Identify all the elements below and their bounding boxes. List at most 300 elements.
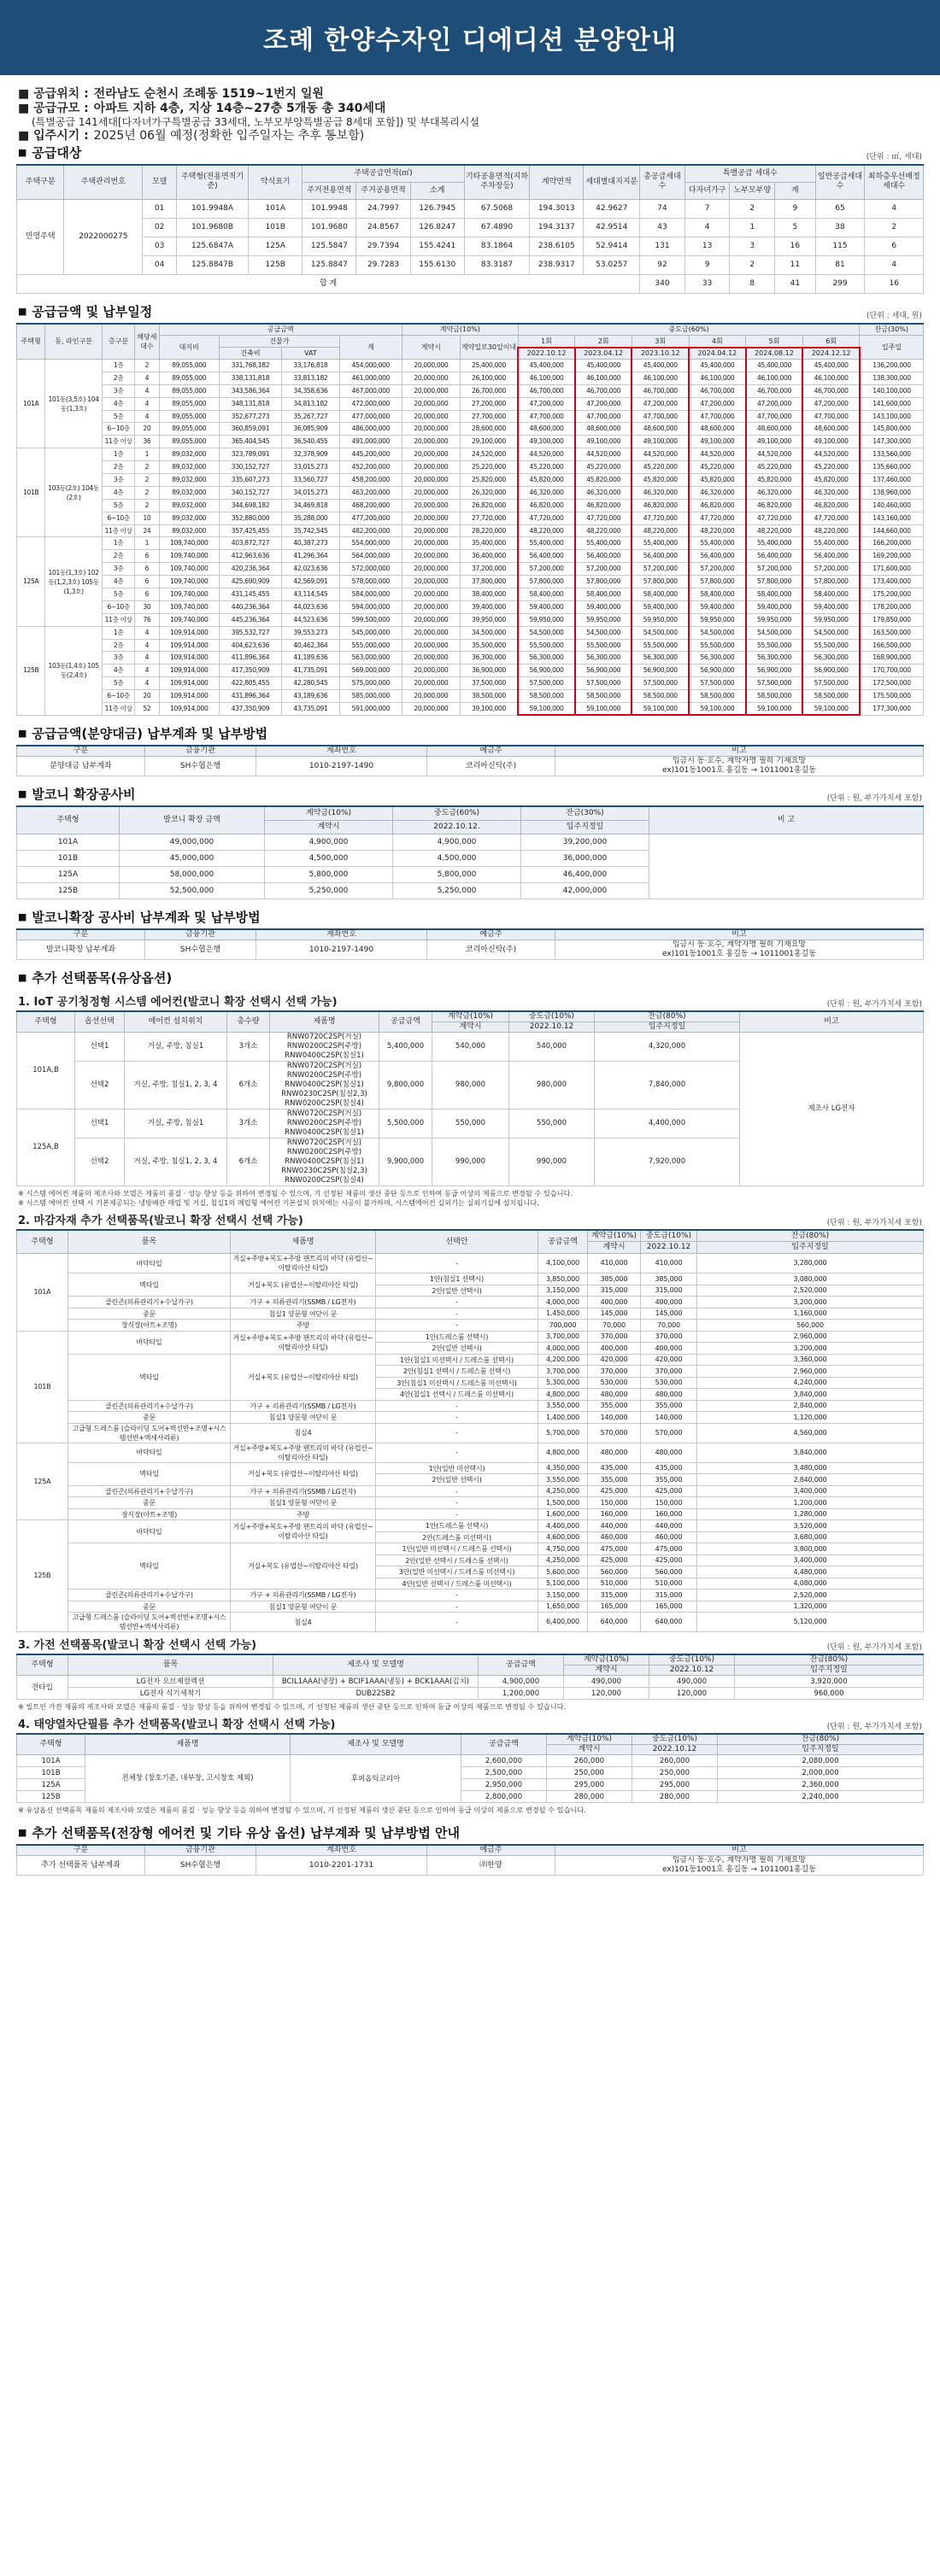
finish-product-cell: 거실+주방+복도+주방 팬트리의 바닥 (유럽산~이탈리아산 타일) [231,1254,376,1273]
col-contract-area: 계약면적 [530,165,584,199]
payment-cell: 57,200,000 [802,563,860,576]
payment-cell: 42,569,091 [281,576,339,588]
finish-product-cell: 가구 + 의류관리기(SSMB / LG전자) [231,1485,376,1497]
col-oacct-holder: 예금주 [427,1845,555,1856]
finish-product-cell: 거실+복도 (유럽산~이탈리아산 타일) [231,1273,376,1297]
payment-row [17,423,924,436]
finish-cell: 640,000 [588,1613,641,1632]
bank-holder: 코리아신탁(주) [427,757,555,776]
finish-cell: 140,000 [641,1412,697,1424]
iot-loc-cell: 거실, 주방, 침실1 [125,1109,227,1138]
payment-row [17,410,924,423]
iot-qty-cell: 6개소 [227,1138,270,1186]
finish-cell: 2,840,000 [697,1400,924,1412]
payment-cell: 47,200,000 [575,397,632,410]
col-balcony-mid-sub: 2022.10.12. [393,820,521,834]
col-mid-round-2: 2회 [575,336,632,348]
payment-cell: 26,700,000 [460,384,518,397]
iot-bal-cell: 4,400,000 [595,1109,740,1138]
payment-cell: 6~10층 [102,690,134,703]
iot-qty-cell: 3개소 [227,1032,270,1061]
payment-cell: 1층 [102,537,134,550]
payment-cell: 46,820,000 [575,499,632,512]
payment-cell: 1 [135,537,159,550]
finish-cell: 3,700,000 [538,1331,588,1343]
appliance-type-cell: 전타입 [17,1676,68,1700]
payment-cell: 89,055,000 [159,436,219,448]
iot-aircon-table [16,1010,924,1186]
payment-cell: 59,400,000 [689,600,746,613]
iot-product-cell: RNW0720C2SP(거실) RNW0200C2SP(주방) RNW0400C2SP(침실1) [270,1109,379,1138]
payment-row [17,600,924,613]
iot-dep-cell: 990,000 [432,1138,509,1186]
supply-title: ■ 공급대상 [18,143,81,161]
payment-cell: 59,950,000 [689,613,746,626]
payment-cell: 46,700,000 [518,384,575,397]
payment-cell: 45,820,000 [575,474,632,487]
finish-cell: 1,280,000 [697,1508,924,1520]
payment-cell: 6 [135,576,159,588]
finish-cell: 2안(일반 선택시 / 드레스룸 선택시) [376,1554,538,1566]
payment-row [17,613,924,626]
finish-cell: 3,480,000 [697,1462,924,1474]
bacct-kind: 발코니확장 납부계좌 [17,940,145,959]
payment-cell: 32,378,909 [281,448,339,461]
payment-cell: 403,872,727 [219,537,281,550]
payment-cell: 46,100,000 [746,372,803,384]
payment-cell: 425,690,909 [219,576,281,588]
payment-cell: 11층 이상 [102,703,134,716]
payment-cell: 43,114,545 [281,588,339,601]
payment-cell: 4 [135,652,159,664]
finish-cell: - [376,1443,538,1462]
finish-item-cell: 바닥타일 [68,1254,231,1273]
payment-cell: 4 [135,626,159,639]
supply-land-cell: 42.9627 [584,199,640,218]
finish-cell: 355,000 [641,1400,697,1412]
payment-cell: 352,880,000 [219,512,281,524]
payment-cell: 46,320,000 [518,486,575,499]
finish-row [17,1423,924,1443]
payment-cell: 39,553,273 [281,626,339,639]
payment-cell: 38,400,000 [460,588,518,601]
payment-cell: 59,400,000 [575,600,632,613]
payment-cell: 45,400,000 [632,360,689,372]
payment-cell: 46,700,000 [746,384,803,397]
payment-cell: 144,660,000 [860,524,924,537]
col-balcony-note: 비 고 [649,806,924,834]
col-bank-name: 금융기관 [145,746,256,757]
payment-cell: 545,000,000 [339,626,402,639]
balcony-cell: 5,800,000 [393,866,521,882]
payment-cell: 109,914,000 [159,664,219,677]
payment-cell: 34,358,636 [281,384,339,397]
payment-cell: 37,500,000 [460,677,518,690]
finish-cell: 4,800,000 [538,1443,588,1462]
col-finish-mid: 중도금(10%) [641,1230,697,1242]
finish-cell: 3,850,000 [538,1273,588,1285]
col-move-in: 입주일 [860,336,924,360]
iot-mid-cell: 540,000 [509,1032,595,1061]
finish-item-cell: 클린존(의류관리기+수납가구) [68,1485,231,1497]
payment-cell: 48,600,000 [518,423,575,436]
payment-cell: 20,000,000 [402,448,460,461]
col-heat-price: 공급금액 [461,1734,547,1755]
payment-cell: 33,813,182 [281,372,339,384]
payment-cell: 28,600,000 [460,423,518,436]
payment-cell: 34,015,273 [281,486,339,499]
payment-cell: 57,200,000 [575,563,632,576]
payment-cell: 25,400,000 [460,360,518,372]
supply-sp-cell: 11 [775,255,815,274]
supply-total-cell: 131 [640,237,685,255]
balcony-unit: (단위 : 원, 부가가치세 포함) [826,794,922,804]
payment-cell: 20,000,000 [402,703,460,716]
finish-cell: 4안(일반 선택시 / 드레스룸 미선택시) [376,1578,538,1590]
payment-cell: 57,200,000 [689,563,746,576]
payment-cell: 44,520,000 [632,448,689,461]
iot-type-cell: 101A,B [17,1032,75,1109]
payment-cell: 41,735,091 [281,664,339,677]
col-heat-mid: 중도금(10%) [632,1734,718,1745]
heat-cell: 2,000,000 [718,1767,924,1779]
finish-cell: - [376,1497,538,1509]
col-bldg-cost: 건축비 [219,348,281,360]
appliance-cell: 120,000 [564,1688,649,1700]
balcony-cell: 101A [17,834,120,850]
payment-cell: 344,698,182 [219,499,281,512]
bank-name: SH수협은행 [145,757,256,776]
finish-product-cell: 가구 + 의류관리기(SSMB / LG전자) [231,1590,376,1601]
bacct-note [555,940,924,959]
finish-cell: 145,000 [641,1308,697,1320]
col-finish-balance: 잔금(80%) [697,1230,924,1242]
finish-cell: 385,000 [588,1273,641,1285]
payment-cell: 5층 [102,588,134,601]
supply-contract-cell: 238.9317 [530,255,584,274]
payment-cell: 48,600,000 [575,423,632,436]
payment-cell: 352,677,273 [219,410,281,423]
payment-cell: 6 [135,550,159,563]
payment-cell: 55,500,000 [689,639,746,652]
col-bacct-bank: 금융기관 [145,929,256,940]
payment-cell: 48,220,000 [518,524,575,537]
payment-cell: 43,735,091 [281,703,339,716]
payment-cell: 89,032,000 [159,486,219,499]
bank-kind: 분양대금 납부계좌 [17,757,145,776]
payment-cell: 33,176,818 [281,360,339,372]
iot-unit: (단위 : 원, 부가가치세 포함) [826,999,922,1009]
payment-cell: 48,600,000 [632,423,689,436]
finish-cell: 5,300,000 [538,1377,588,1389]
col-iot-product: 제품명 [270,1011,379,1033]
payment-cell: 468,200,000 [339,499,402,512]
col-model: 모델 [143,165,176,199]
finish-cell: - [376,1508,538,1520]
finish-cell: 370,000 [588,1331,641,1343]
appliance-cell: DUB22SB2 [273,1688,479,1700]
payment-cell: 30 [135,600,159,613]
payment-cell: 56,900,000 [746,664,803,677]
payment-row [17,474,924,487]
finish-cell: - [376,1320,538,1332]
heat-cell: 2,600,000 [461,1755,547,1767]
finish-type-cell: 125A [17,1443,68,1520]
payment-cell: 57,800,000 [802,576,860,588]
appliance-cell: 3,920,000 [735,1676,924,1688]
finish-cell: 700,000 [538,1320,588,1332]
payment-cell: 56,900,000 [802,664,860,677]
payment-cell: 109,740,000 [159,537,219,550]
payment-cell: 58,400,000 [575,588,632,601]
appliance-cell: 4,900,000 [479,1676,564,1688]
col-dong: 동, 라인구분 [45,324,103,360]
finish-row [17,1590,924,1601]
move-in-label: ■ 입주시기 : [18,129,89,143]
balcony-cell: 46,400,000 [521,866,649,882]
finish-item-cell: 벽타일 [68,1354,231,1400]
finish-cell: 4,480,000 [697,1566,924,1578]
col-iot-deposit: 계약금(10%) [432,1011,509,1022]
payment-cell: 44,520,000 [746,448,803,461]
heat-maker-cell: 후퍼옵틱코리아 [291,1755,461,1803]
payment-cell: 20,000,000 [402,461,460,474]
col-finish-type: 주택형 [17,1230,68,1254]
move-in-value: 2025년 06월 예정(정확한 입주일자는 추후 통보함) [93,129,365,143]
payment-cell: 55,400,000 [746,537,803,550]
balcony-cell: 4,900,000 [393,834,521,850]
payment-row [17,576,924,588]
payment-cell: 89,055,000 [159,423,219,436]
payment-cell: 578,000,000 [339,576,402,588]
payment-cell: 564,000,000 [339,550,402,563]
supply-sub-cell: 155.6130 [410,255,464,274]
payment-cell: 10 [135,512,159,524]
finish-row [17,1543,924,1555]
payment-cell: 57,800,000 [632,576,689,588]
finish-cell: 475,000 [641,1543,697,1555]
payment-dong-cell: 101동(3,5호) 104동(1,3호) [45,360,103,448]
appliance-cell: 1,200,000 [479,1688,564,1700]
options-section [16,965,924,1816]
payment-cell: 46,320,000 [746,486,803,499]
payment-cell: 24,520,000 [460,448,518,461]
payment-cell: 37,800,000 [460,576,518,588]
balcony-cell: 52,500,000 [120,882,265,899]
balcony-cell: 4,500,000 [265,850,393,866]
finish-row [17,1273,924,1285]
finish-item-cell: 중문 [68,1412,231,1424]
finish-cell: 400,000 [641,1343,697,1355]
finish-cell: 4,000,000 [538,1297,588,1308]
iot-bal-cell: 4,320,000 [595,1032,740,1061]
payment-row [17,588,924,601]
payment-cell: 56,300,000 [575,652,632,664]
finish-cell: 410,000 [588,1254,641,1273]
appliance-row [17,1688,924,1700]
payment-cell: 59,400,000 [746,600,803,613]
supply-other-cell: 83.3187 [464,255,529,274]
payment-cell: 48,600,000 [689,423,746,436]
payment-cell: 4 [135,410,159,423]
finish-row [17,1443,924,1462]
payment-cell: 45,820,000 [802,474,860,487]
finish-item-cell: 고급형 드레스룸 (슬라이딩 도어+벽선반+조명+시스템선반+엑세사리류) [68,1613,231,1632]
payment-table [16,323,924,717]
heat-cell: 295,000 [547,1779,632,1791]
payment-cell: 59,100,000 [802,703,860,716]
payment-cell: 5층 [102,410,134,423]
payment-cell: 46,100,000 [575,372,632,384]
finish-product-cell: 침실1 양문형 여닫이 문 [231,1412,376,1424]
payment-cell: 59,100,000 [689,703,746,716]
col-special-sum: 계 [775,182,815,199]
heat-cell: 280,000 [547,1791,632,1803]
option-account-table [16,1844,924,1876]
appliance-cell: 120,000 [649,1688,735,1700]
payment-cell: 56,300,000 [746,652,803,664]
payment-cell: 20,000,000 [402,436,460,448]
finish-product-cell: 침실1 양문형 여닫이 문 [231,1308,376,1320]
payment-cell: 3층 [102,474,134,487]
finish-cell: 1안(침실1 선택시) [376,1273,538,1285]
col-iot-qty: 총수량 [227,1011,270,1033]
payment-cell: 109,914,000 [159,703,219,716]
col-bacct-note: 비고 [555,929,924,940]
finish-cell: 1,450,000 [538,1308,588,1320]
payment-cell: 54,500,000 [802,626,860,639]
finish-cell: 6,400,000 [538,1613,588,1632]
finish-cell: 475,000 [588,1543,641,1555]
finish-product-cell: 주방 [231,1508,376,1520]
bank-row [17,757,924,776]
col-bank-note: 비고 [555,746,924,757]
payment-cell: 47,200,000 [689,397,746,410]
finish-cell: 3,520,000 [697,1520,924,1532]
payment-cell: 330,152,727 [219,461,281,474]
finish-cell: 4,250,000 [538,1485,588,1497]
appliance-table [16,1654,924,1700]
iot-title: 1. IoT 공기청정형 시스템 에어컨(발코니 확장 선택시 선택 가능) [18,995,338,1009]
col-finish-price: 공급금액 [538,1230,588,1254]
payment-cell: 55,500,000 [518,639,575,652]
payment-cell: 45,400,000 [689,360,746,372]
finish-cell: 3,150,000 [538,1285,588,1297]
heat-cell: 2,240,000 [718,1791,924,1803]
heat-type-cell: 101A [17,1755,85,1767]
col-balcony-mid: 중도금(60%) [393,806,521,820]
payment-cell: 109,740,000 [159,576,219,588]
payment-cell: 3층 [102,652,134,664]
payment-cell: 44,520,000 [575,448,632,461]
payment-cell: 59,950,000 [802,613,860,626]
finish-cell: 4,100,000 [538,1254,588,1273]
iot-product-cell: RNW0720C2SP(거실) RNW0200C2SP(주방) RNW0400C2SP(침실1) RNW0230C2SP(침실2,3) RNW0200C2SP(침실4) [270,1138,379,1186]
finish-row [17,1331,924,1343]
payment-cell: 467,000,000 [339,384,402,397]
iot-bal-cell: 7,840,000 [595,1061,740,1109]
col-area-subtotal: 소계 [410,182,464,199]
payment-cell: 57,500,000 [575,677,632,690]
content [0,87,940,1876]
scale-value: 아파트 지하 4층, 지상 14층~27층 5개동 총 340세대 [93,102,386,115]
iot-product-cell: RNW0720C2SP(거실) RNW0200C2SP(주방) RNW0400C2SP(침실1) RNW0230C2SP(침실2,3) RNW0200C2SP(침실4) [270,1061,379,1109]
balcony-cell: 125B [17,882,120,899]
option-account-title: ■ 추가 선택품목(전장형 에어컨 및 기타 유상 옵션) 납부계좌 및 납부방법 안내 [18,1824,460,1841]
payment-cell: 20,000,000 [402,626,460,639]
col-bacct-number: 계좌번호 [256,929,427,940]
heat-film-unit: (단위 : 원, 부가가치세 포함) [826,1723,922,1732]
iot-loc-cell: 거실, 주방, 침실1 [125,1032,227,1061]
payment-cell: 56,900,000 [575,664,632,677]
col-heat-balance-sub: 입주지정일 [718,1745,924,1755]
finish-cell: 4,560,000 [697,1423,924,1443]
supply-common-cell: 29.7394 [356,237,410,255]
payment-cell: 135,660,000 [860,461,924,474]
payment-cell: 36,900,000 [460,664,518,677]
payment-cell: 4 [135,639,159,652]
heat-product-cell: 전체창 (창호기준, 내부창, 고시창호 제외) [85,1755,291,1803]
payment-cell: 56,400,000 [746,550,803,563]
finish-row [17,1601,924,1613]
move-in [16,129,924,143]
payment-cell: 56,400,000 [632,550,689,563]
payment-cell: 477,000,000 [339,410,402,423]
bank-account-number: 1010-2197-1490 [256,757,427,776]
payment-cell: 89,055,000 [159,372,219,384]
finish-item-cell: 벽타일 [68,1462,231,1485]
payment-cell: 40,462,364 [281,639,339,652]
page-title: 조례 한양수자인 디에디션 분양안내 [0,0,940,75]
payment-cell: 47,200,000 [518,397,575,410]
payment-type-cell: 101B [17,448,45,537]
payment-cell: 55,400,000 [518,537,575,550]
payment-cell: 58,500,000 [689,690,746,703]
payment-row [17,537,924,550]
payment-cell: 27,200,000 [460,397,518,410]
col-mid-round-6: 6회 [802,336,860,348]
bank-note-line1: 입금시 동·호수, 계약자명 필히 기재요망 [672,757,807,766]
payment-cell: 463,200,000 [339,486,402,499]
options-title: ■ 추가 선택품목(유상옵션) [18,969,172,986]
finish-item-cell: 벽타일 [68,1273,231,1297]
col-heat-balance: 잔금(80%) [718,1734,924,1745]
payment-cell: 357,425,455 [219,524,281,537]
col-balcony-deposit-sub: 계약시 [265,820,393,834]
payment-cell: 491,000,000 [339,436,402,448]
payment-cell: 20,000,000 [402,550,460,563]
payment-cell: 20,000,000 [402,423,460,436]
finish-cell: 4,400,000 [538,1520,588,1532]
payment-cell: 45,220,000 [518,461,575,474]
payment-cell: 137,460,000 [860,474,924,487]
supply-multi-cell: 9 [684,255,730,274]
balcony-cell: 42,000,000 [521,882,649,899]
finish-unit: (단위 : 원, 부가가치세 포함) [826,1218,922,1227]
payment-cell: 109,914,000 [159,626,219,639]
finish-title: 2. 마감자재 추가 선택품목(발코니 확장 선택시 선택 가능) [18,1214,303,1227]
finish-cell: 510,000 [588,1578,641,1590]
supply-row [17,199,924,218]
supply-sub-cell: 155.4241 [410,237,464,255]
payment-cell: 43,189,636 [281,690,339,703]
col-bacct-kind: 구분 [17,929,145,940]
payment-cell: 138,960,000 [860,486,924,499]
payment-cell: 173,400,000 [860,576,924,588]
appliance-cell: 960,000 [735,1688,924,1700]
payment-cell: 348,131,818 [219,397,281,410]
finish-cell: 560,000 [697,1320,924,1332]
